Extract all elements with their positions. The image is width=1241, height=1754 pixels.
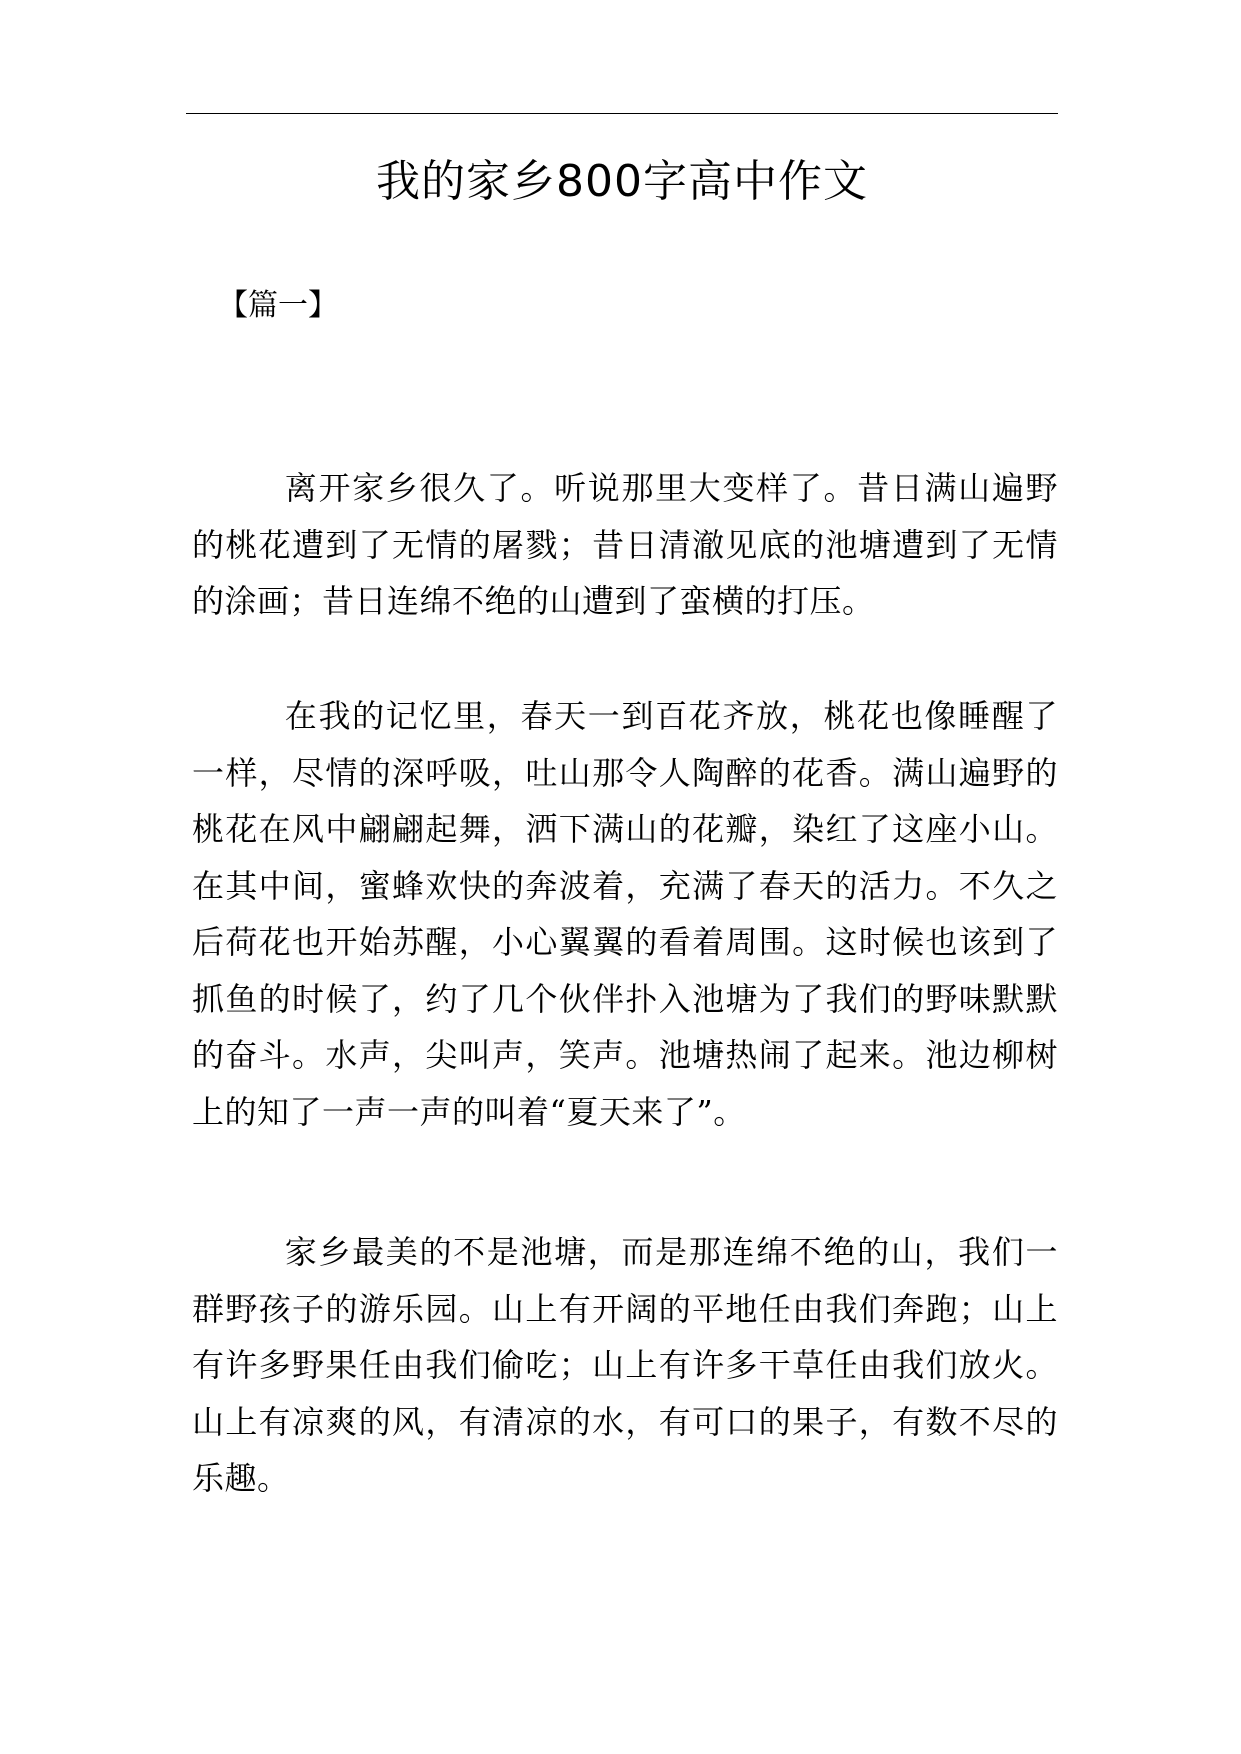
paragraph: 离开家乡很久了。听说那里大变样了。昔日满山遍野的桃花遭到了无情的屠戮；昔日清澈见底的池塘遭到了无情的涂画；昔日连绵不绝的山遭到了蛮横的打压。 [192, 469, 1058, 620]
paragraph: 在我的记忆里，春天一到百花齐放，桃花也像睡醒了一样，尽情的深呼吸，吐山那令人陶醉的花香。满山遍野的桃花在风中翩翩起舞，洒下满山的花瓣，染红了这座小山。在其中间，蜜蜂欢快的奔波着，充满了春天的活力。不久之后荷花也开始苏醒，小心翼翼的看着周围。这时候也该到了抓鱼的时候了，约了几个伙伴扑入池塘为了我们的野味默默的奋斗。水声，尖叫声，笑声。池塘热闹了起来。池边柳树上的知了一声一声的叫着“夏天来了”。 [192, 697, 1058, 1131]
paragraph: 家乡最美的不是池塘，而是那连绵不绝的山，我们一群野孩子的游乐园。山上有开阔的平地任由我们奔跑；山上有许多野果任由我们偷吃；山上有许多干草任由我们放火。山上有凉爽的风，有清凉的水，有可口的果子，有数不尽的乐趣。 [192, 1233, 1058, 1497]
header-rule [186, 113, 1058, 114]
document-title: 我的家乡800字高中作文 [376, 156, 868, 207]
section-label: 【篇一】 [218, 288, 338, 323]
